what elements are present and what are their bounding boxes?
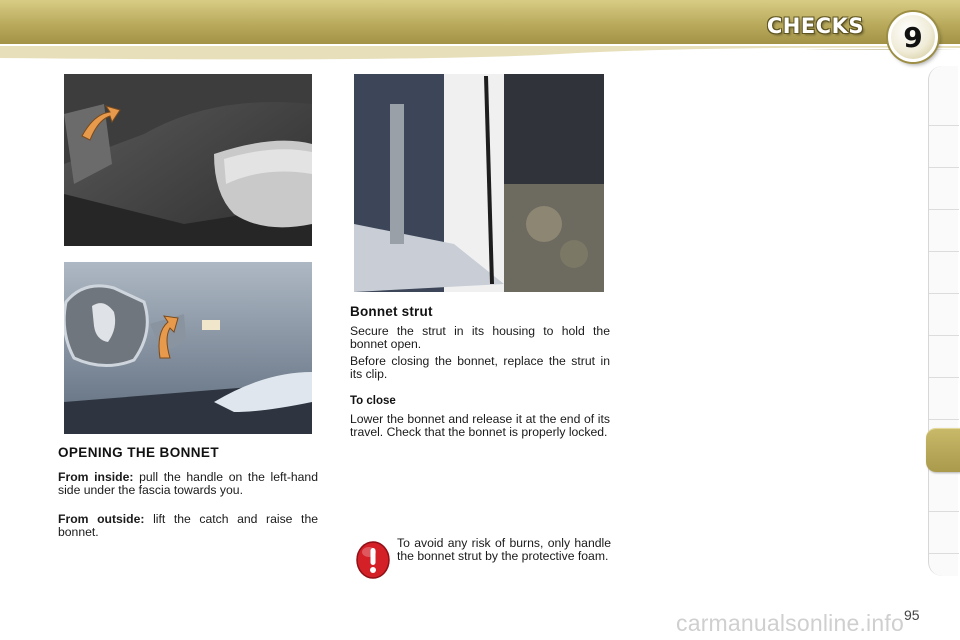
warning-text: To avoid any risk of burns, only handle the bonnet strut by the protective foam.	[397, 536, 611, 563]
interior-release-handle-photo	[64, 74, 312, 246]
chapter-number: 9	[903, 20, 923, 54]
chapter-tab[interactable]	[929, 336, 959, 378]
page-number: 95	[904, 607, 920, 623]
from-inside-label: From inside:	[58, 470, 134, 484]
chapter-tab[interactable]	[929, 168, 959, 210]
from-outside-label: From outside:	[58, 512, 145, 526]
bonnet-strut-title: Bonnet strut	[350, 304, 433, 319]
from-outside-text: lift the catch and raise the bonnet.	[58, 512, 318, 539]
chapter-tab[interactable]	[929, 252, 959, 294]
opening-bonnet-title: OPENING THE BONNET	[58, 445, 219, 460]
watermark: carmanualsonline.info	[676, 610, 904, 636]
chapter-tab[interactable]	[929, 470, 959, 512]
bonnet-strut-paragraph-1: Secure the strut in its housing to hold the bonnet open.	[350, 324, 610, 351]
chapter-title: CHECKS	[766, 14, 864, 38]
from-outside-paragraph	[58, 513, 318, 539]
bonnet-strut-photo	[354, 74, 604, 292]
to-close-title: To close	[350, 395, 396, 407]
chapter-tab[interactable]	[929, 512, 959, 554]
chapter-tab[interactable]	[929, 378, 959, 420]
chapter-tab-active[interactable]	[926, 428, 960, 472]
chapter-number-badge	[888, 12, 938, 62]
header-curve-decoration	[0, 44, 960, 66]
from-inside-paragraph	[58, 471, 318, 497]
chapter-tab[interactable]	[929, 126, 959, 168]
chapter-tab[interactable]	[929, 84, 959, 126]
bonnet-strut-paragraph-2: Before closing the bonnet, replace the strut in its clip.	[350, 354, 610, 381]
chapter-tab-strip	[928, 66, 958, 576]
exclamation-warning-icon	[356, 541, 390, 579]
chapter-tab[interactable]	[929, 294, 959, 336]
exterior-bonnet-catch-photo	[64, 262, 312, 434]
from-inside-text: pull the handle on the left-hand side under the fascia towards you.	[58, 470, 318, 497]
chapter-tab[interactable]	[929, 210, 959, 252]
to-close-paragraph: Lower the bonnet and release it at the end of its travel. Check that the bonnet is properly locked.	[350, 412, 610, 439]
